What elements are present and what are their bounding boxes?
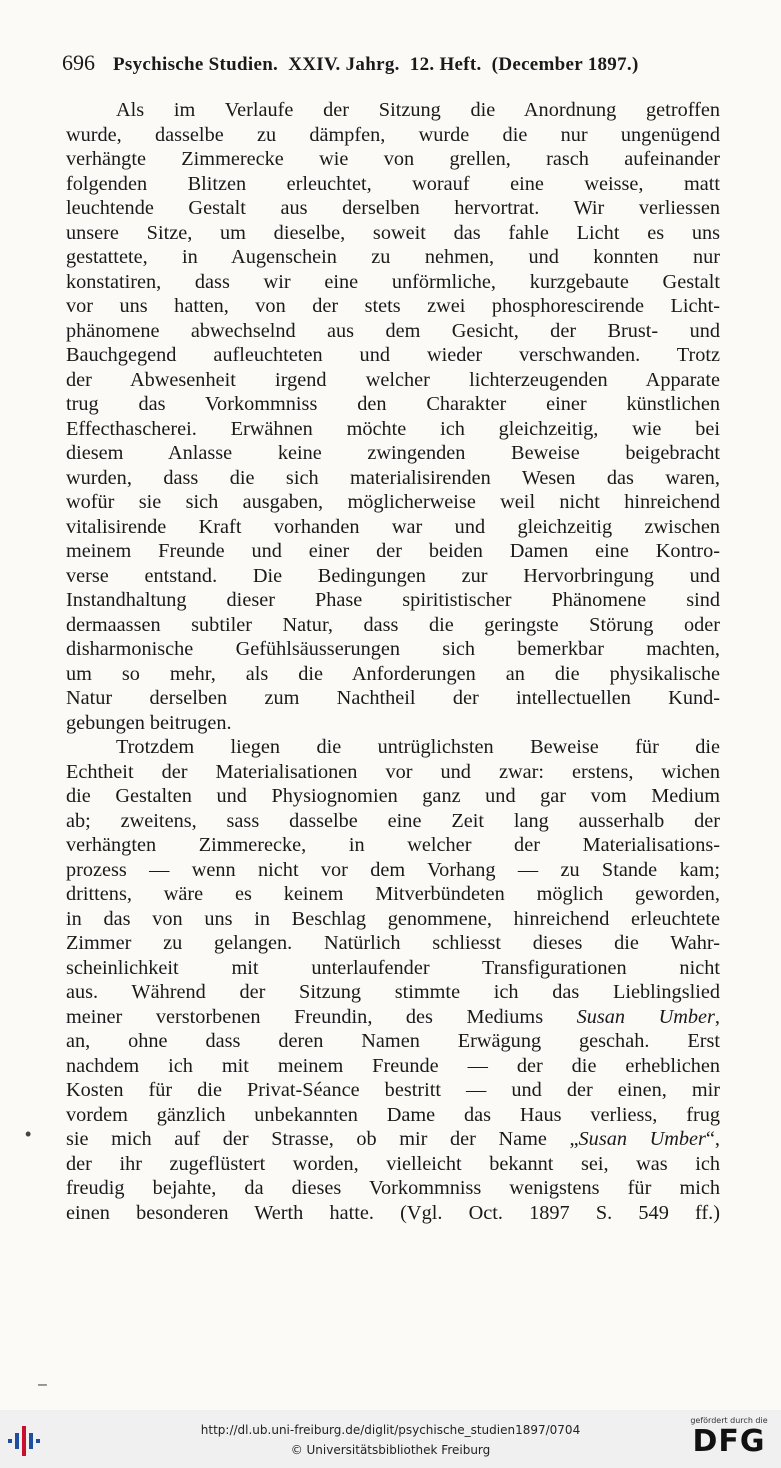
margin-dash: –	[38, 1376, 47, 1393]
text-line: wurde, dasselbe zu dämpfen, wurde die nur ungenügend	[66, 123, 720, 146]
text-line: freudig bejahte, da dieses Vorkommniss wenigstens für mich	[66, 1177, 720, 1199]
text-line: aus. Während der Sitzung stimmte ich das Lieblingslied	[66, 981, 720, 1003]
text-line: meinem Freunde und einer der beiden Damen eine Kontro-	[66, 540, 720, 562]
text-line: wofür sie sich ausgaben, möglicherweise weil nicht hinreichend	[66, 491, 720, 513]
text-line: verse entstand. Die Bedingungen zur Hervorbringung und	[66, 564, 720, 587]
text-line: phänomene abwechselnd aus dem Gesicht, der Brust- und	[66, 319, 720, 342]
text-line: vor uns hatten, von der stets zwei phosphorescirende Licht-	[66, 295, 720, 317]
text-line	[66, 1127, 720, 1152]
text-line: vordem gänzlich unbekannten Dame das Haus verliess, frug	[66, 1103, 720, 1126]
text-line: die Gestalten und Physiognomien ganz und gar vom Medium	[66, 785, 720, 807]
running-header	[62, 50, 722, 76]
text-line: gestattete, in Augenschein zu nehmen, und konnten nur	[66, 246, 720, 268]
text-line	[66, 1005, 720, 1030]
text-line: vitalisirende Kraft vorhanden war und gleichzeitig zwischen	[66, 515, 720, 538]
text-line: leuchtende Gestalt aus derselben hervortrat. Wir verliessen	[66, 197, 720, 219]
text-segment: “,	[705, 1128, 720, 1150]
text-line: um so mehr, als die Anforderungen an die physikalische	[66, 662, 720, 685]
text-line: Zimmer zu gelangen. Natürlich schliesst dieses die Wahr-	[66, 932, 720, 954]
text-line: Trotzdem liegen die untrüglichsten Beweise für die	[116, 736, 720, 758]
text-line: trug das Vorkommniss den Charakter einer künstlichen	[66, 393, 720, 415]
text-segment: meiner verstorbenen Freundin, des Mediums	[66, 1005, 577, 1028]
text-line: dermaassen subtiler Natur, dass die geringste Störung oder	[66, 613, 720, 636]
body-text	[66, 98, 720, 1225]
text-line: diesem Anlasse keine zwingenden Beweise beigebracht	[66, 442, 720, 464]
text-line: folgenden Blitzen erleuchtet, worauf eine weisse, matt	[66, 172, 720, 195]
text-line: Kosten für die Privat-Séance bestritt — und der einen, mir	[66, 1079, 720, 1101]
text-line: Instandhaltung dieser Phase spiritistischer Phänomene sind	[66, 589, 720, 611]
text-line: verhängten Zimmerecke, in welcher der Materialisations-	[66, 834, 720, 856]
text-line: der Abwesenheit irgend welcher lichterzeugenden Apparate	[66, 368, 720, 391]
dfg-logo	[685, 1416, 773, 1458]
running-title: Psychische Studien. XXIV. Jahrg. 12. Heft. (December 1897.)	[113, 54, 639, 75]
margin-dot: •	[25, 1124, 32, 1144]
text-line: in das von uns in Beschlag genommene, hinreichend erleuchtete	[66, 907, 720, 930]
viewer-footer	[0, 1410, 781, 1468]
text-line: einen besonderen Werth hatte. (Vgl. Oct. 1897 S. 549 ff.)	[66, 1201, 720, 1224]
text-line: Bauchgegend aufleuchteten und wieder verschwanden. Trotz	[66, 344, 720, 366]
text-line: Natur derselben zum Nachtheil der intellectuellen Kund-	[66, 687, 720, 709]
text-line: nachdem ich mit meinem Freunde — der die erheblichen	[66, 1054, 720, 1077]
text-line: der ihr zugeflüstert worden, vielleicht bekannt sei, was ich	[66, 1152, 720, 1175]
text-line: Als im Verlaufe der Sitzung die Anordnung getroffen	[116, 99, 720, 121]
text-line: disharmonische Gefühlsäusserungen sich bemerkbar machten,	[66, 638, 720, 660]
text-line: Effecthascherei. Erwähnen möchte ich gleichzeitig, wie bei	[66, 417, 720, 440]
dfg-funding-note: gefördert durch die	[690, 1416, 768, 1425]
text-line: Echtheit der Materialisationen vor und zwar: erstens, wichen	[66, 760, 720, 783]
text-line: konstatiren, dass wir eine unförmliche, kurzgebaute Gestalt	[66, 270, 720, 293]
dfg-logo-text: DFG	[692, 1424, 766, 1459]
italic-name: Susan Umber	[578, 1128, 706, 1150]
italic-name: Susan Umber	[576, 1005, 715, 1028]
text-line: unsere Sitze, um dieselbe, soweit das fahle Licht es uns	[66, 221, 720, 244]
text-line: drittens, wäre es keinem Mitverbündeten möglich geworden,	[66, 883, 720, 905]
copyright-notice: © Universitätsbibliothek Freiburg	[290, 1443, 491, 1457]
text-line: an, ohne dass deren Namen Erwägung geschah. Erst	[66, 1030, 720, 1052]
text-line: verhängte Zimmerecke wie von grellen, rasch aufeinander	[66, 148, 720, 170]
text-segment: ,	[714, 1005, 720, 1028]
text-line: scheinlichkeit mit unterlaufender Transfigurationen nicht	[66, 956, 720, 979]
text-line: prozess — wenn nicht vor dem Vorhang — zu Stande kam;	[66, 858, 720, 881]
text-line: ab; zweitens, sass dasselbe eine Zeit lang ausserhalb der	[66, 809, 720, 832]
source-url-link[interactable]: http://dl.ub.uni-freiburg.de/diglit/psychische_studien1897/0704	[200, 1423, 581, 1437]
page-number: 696	[62, 50, 95, 75]
text-segment: sie mich auf der Strasse, ob mir der Name „	[66, 1128, 579, 1150]
text-line: wurden, dass die sich materialisirenden Wesen das waren,	[66, 466, 720, 489]
text-line: gebungen beitrugen.	[66, 711, 232, 734]
